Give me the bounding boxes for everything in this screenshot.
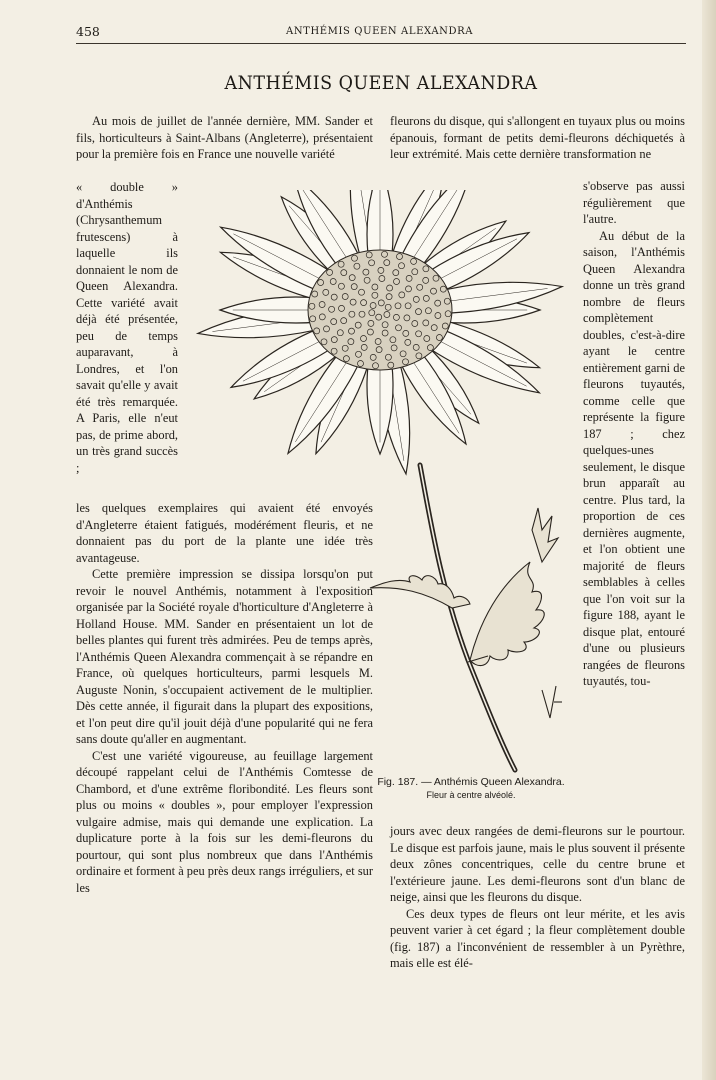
right-column-narrow — [583, 178, 685, 690]
paragraph: Cette première impression se dissipa lorsqu'on put revoir le nouvel Anthémis, notamment à l'exposition organisée par la Société royale d'horticulture d'Angleterre à Holland House. MM. Sander en présentaient un lot de belles plantes qui furent très admirées. Peu de temps après, l'Anthémis Queen Alexandra commençait à se répandre en France, où quelques horticulteurs, parmi lesquels M. Auguste Nonin, s'occupaient activement de le multiplier. Dès cette année, il figurait dans la plupart des expositions, et l'on peut dire qu'il jouit déjà d'une popularité qui ne fera sans doute qu'aller en augmentant. — [76, 567, 373, 746]
figure-caption — [356, 776, 586, 800]
running-title: ANTHÉMIS QUEEN ALEXANDRA — [286, 26, 474, 37]
paragraph: les quelques exemplaires qui avaient été envoyés d'Angleterre étaient fatigués, modérément fleuris, et ne donnaient pas du port de la plante une idée très avantageuse. — [76, 501, 373, 565]
leaf-left — [370, 576, 470, 608]
paragraph: fleurons du disque, qui s'allongent en tuyaux plus ou moins épanouis, formant de petits demi-fleurons déchiquetés à leur extrémité. Mais cette dernière transformation ne — [390, 114, 685, 161]
flower-disc — [308, 250, 452, 370]
paragraph: Au mois de juillet de l'année dernière, MM. Sander et fils, horticulteurs à Saint-Albans (Angleterre), présentaient pour la première fois en France une nouvelle variété — [76, 114, 373, 161]
flower-illustration — [170, 190, 590, 780]
paragraph: s'observe pas aussi régulièrement que l'autre. — [583, 179, 685, 226]
header-rule — [76, 43, 686, 44]
right-column-top — [390, 113, 685, 163]
leaf-right — [468, 508, 558, 666]
article-title: ANTHÉMIS QUEEN ALEXANDRA — [224, 72, 538, 94]
artist-monogram — [542, 686, 562, 718]
paragraph: Au début de la saison, l'Anthémis Queen Alexandra donne un très grand nombre de fleurs complètement doubles, c'est-à-dire ayant le centre entièrement garni de fleurons tuyautés, comme celle que représente la figure 187 ; chez quelques-unes seulement, le disque brun apparaît au centre. Plus tard, la proportion de ces dernières augmente, et l'on obtient une majorité de fleurs semblables à celles que l'on voit sur la figure 188, ayant le disque plat, entouré d'une ou plusieurs rangées de fleurons tuyautés, tou- — [583, 228, 685, 688]
left-column-narrow — [76, 179, 178, 476]
left-column-top — [76, 113, 373, 163]
page-edge — [702, 0, 716, 1080]
caption-title: Fig. 187. — Anthémis Queen Alexandra. — [377, 776, 565, 788]
running-header — [76, 24, 686, 40]
paragraph: C'est une variété vigoureuse, au feuillage largement découpé rappelant celui de l'Anthémis Comtesse de Chambord, et d'une extrême floribondité. Les fleurs sont plus ou moins « doubles », pour employer l'expression vulgaire admise, mais qui demande une explication. La duplicature porte à la fois sur les demi-fleurons du pourtour, qui sont plus nombreux que dans l'Anthémis ordinaire et forment à peu près deux rangs irréguliers, et sur les — [76, 748, 373, 895]
page-number: 458 — [76, 24, 100, 39]
paragraph: jours avec deux rangées de demi-fleurons sur le pourtour. Le disque est parfois jaune, mais le plus souvent il présente deux zônes concentriques, celle du centre brune et l'extérieure jaune. Les demi-fleurons sont d'un blanc de neige, ainsi que les fleurons du disque. — [390, 824, 685, 904]
paragraph: « double » d'Anthémis (Chrysanthemum frutescens) à laquelle ils donnaient le nom de Queen Alexandra. Cette variété avait déjà été présentée, peu de temps auparavant, à Londres, et l'on savait qu'elle y avait été très remarquée. A Paris, elle n'eut pas, de prime abord, un très grand succès ; — [76, 180, 178, 475]
caption-subtitle: Fleur à centre alvéolé. — [426, 790, 516, 800]
paragraph: Ces deux types de fleurs ont leur mérite, et les avis peuvent varier à cet égard ; la fleur complètement double (fig. 187) a l'inconvénient de ressembler à un Pyrèthre, mais elle est élé- — [390, 906, 685, 970]
right-column-bottom — [390, 823, 685, 972]
